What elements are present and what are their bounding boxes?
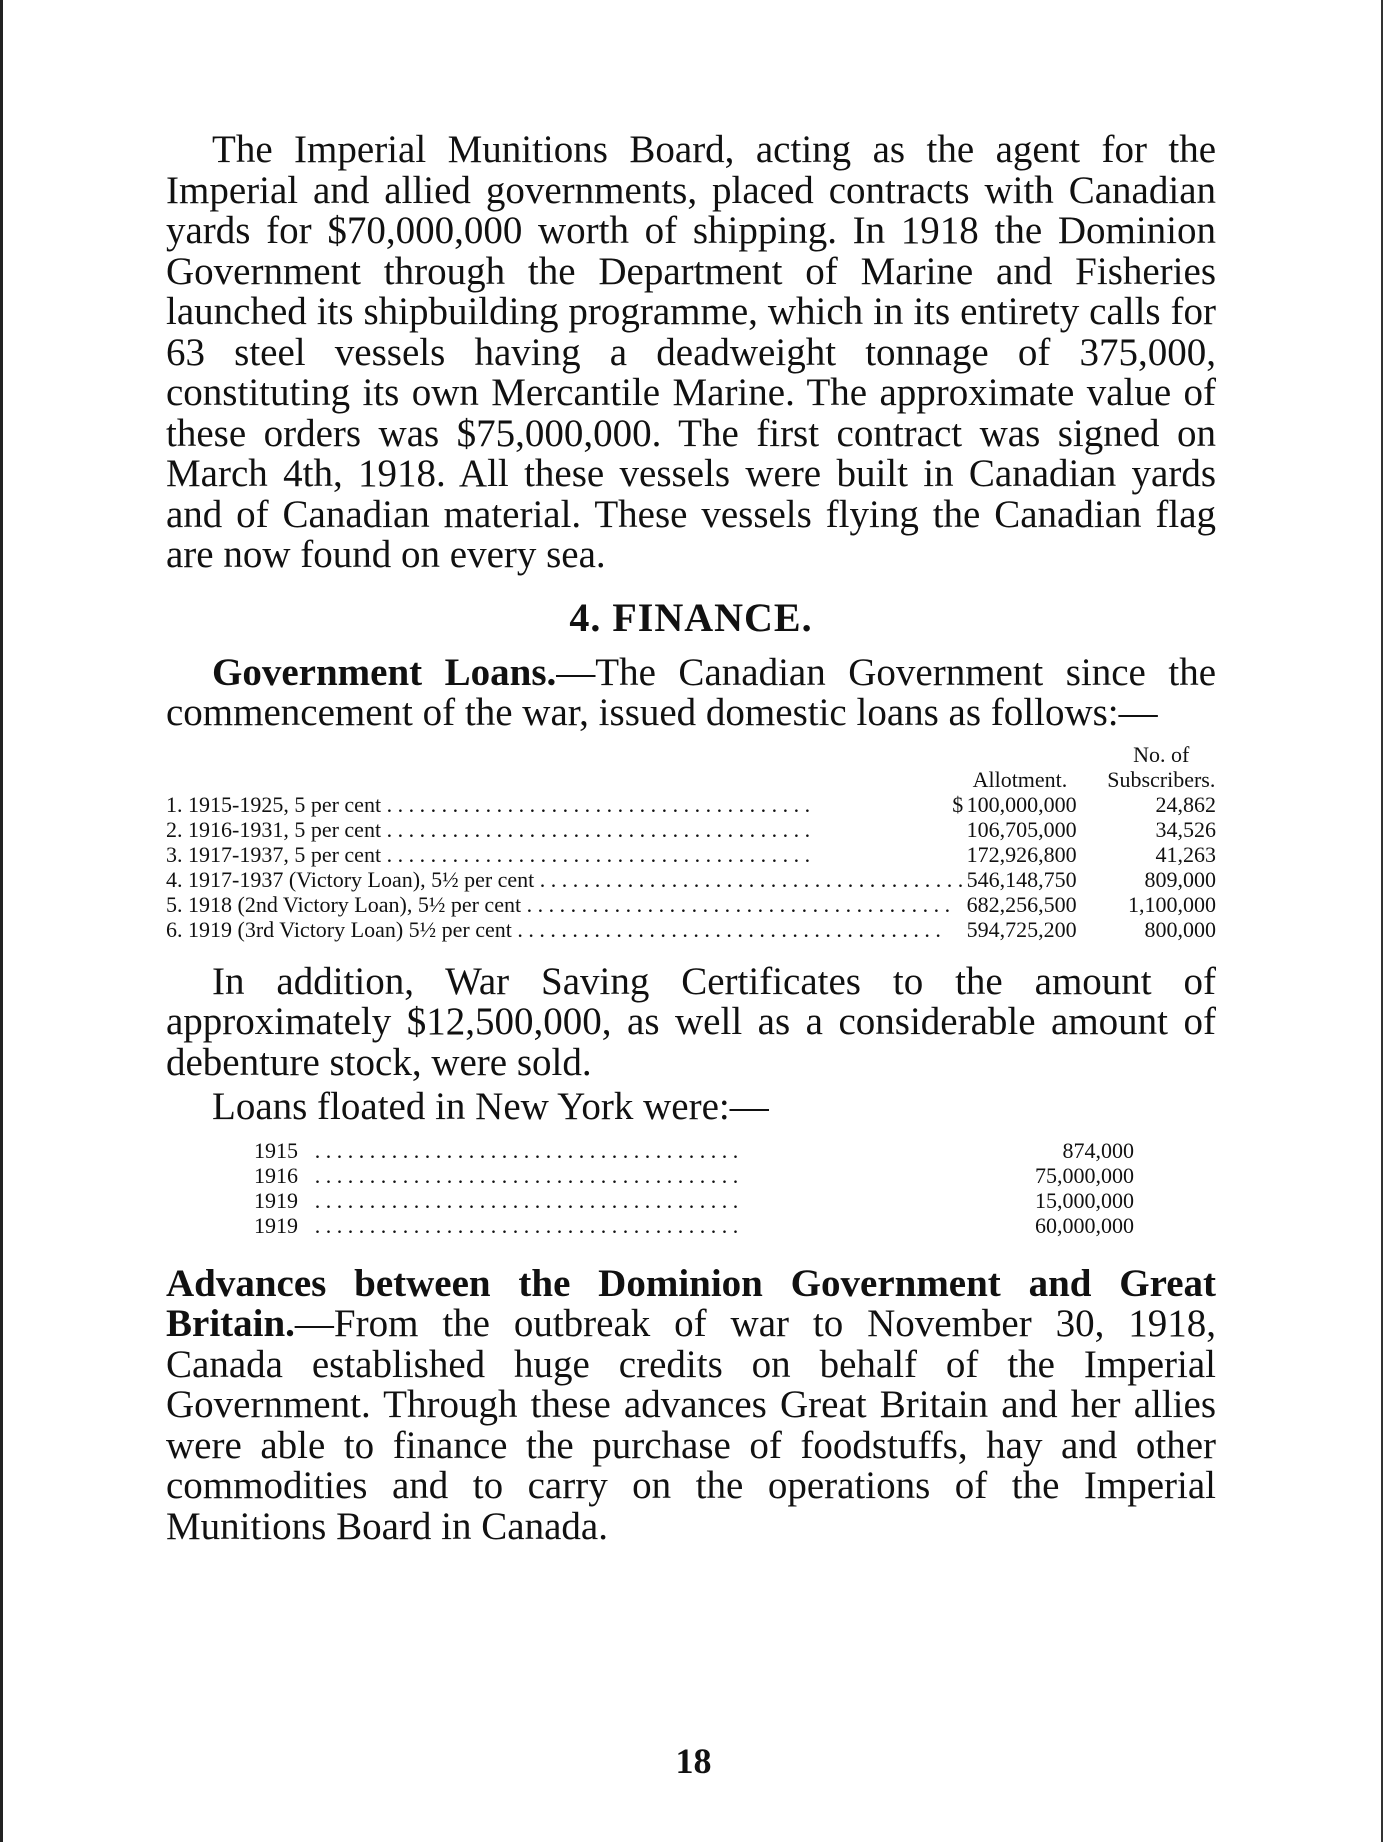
leader-dots — [381, 817, 810, 842]
currency-mark: $ — [952, 791, 964, 817]
paragraph-advances — [166, 1261, 1216, 1548]
loan-allotment: 172,926,800 — [966, 841, 1077, 867]
loan-subscribers: 24,862 — [1155, 791, 1216, 817]
loan-allotment: 100,000,000 — [966, 791, 1077, 817]
domestic-loans-table — [166, 742, 1216, 942]
paragraph-government-loans — [166, 650, 1217, 734]
paragraph-war-saving: In addition, War Saving Certificates to the amount of approximately $12,500,000, as well as a considerable amount of debenture stock, were sold. — [166, 959, 1216, 1084]
loan-amount: 60,000,000 — [1035, 1212, 1134, 1238]
advances-text: —From the outbreak of war to November 30, 1918, Canada established huge credits on behalf of the Imperial Government. Through these advances Great Britain and her allies were able to finance the purchase of foodstuffs, hay and other commodities and to carry on the operations of the Imperial Munitions Board in Canada. — [166, 1302, 1216, 1548]
loan-year: 1919 — [254, 1212, 298, 1238]
loan-description: 2. 1916-1931, 5 per cent — [166, 816, 382, 842]
loans-table-row — [166, 892, 1216, 917]
loan-year: 1919 — [254, 1187, 298, 1213]
loans-table-header-top — [166, 742, 1216, 767]
new-york-loans-intro: Loans floated in New York were:— — [212, 1085, 769, 1128]
paragraph-shipping: The Imperial Munitions Board, acting as the agent for the Imperial and allied governments, placed contracts with Canadian yards for $70,000,000 worth of shipping. In 1918 the Dominion Government through the Department of Marine and Fisheries launched its shipbuilding programme, which in its entirety calls for 63 steel vessels having a deadweight tonnage of 375,000, constituting its own Mercantile Marine. The approximate value of these orders was $75,000,000. The first contract was signed on March 4th, 1918. All these vessels were built in Canadian yards and of Canadian material. These vessels flying the Canadian flag are now found on every sea. — [166, 128, 1216, 576]
loans-table-row — [166, 817, 1216, 842]
new-york-loan-row — [254, 1188, 1134, 1213]
loan-description: 3. 1917-1937, 5 per cent — [166, 841, 382, 867]
loan-year: 1916 — [254, 1162, 298, 1188]
page-number: 18 — [675, 1741, 712, 1781]
header-subscribers-line1: No. of — [1133, 741, 1190, 767]
loan-subscribers: 809,000 — [1144, 866, 1216, 892]
loans-table-row — [166, 867, 1216, 892]
loans-table-row — [166, 917, 1216, 942]
loan-description: 5. 1918 (2nd Victory Loan), 5½ per cent — [166, 891, 522, 917]
loan-allotment: 106,705,000 — [966, 816, 1077, 842]
leader-dots — [315, 1163, 983, 1188]
leader-dots — [381, 792, 810, 817]
leader-dots — [521, 892, 950, 917]
loan-description: 4. 1917-1937 (Victory Loan), 5½ per cent — [166, 866, 535, 892]
new-york-loan-row — [254, 1163, 1134, 1188]
new-york-loans-body — [254, 1138, 1134, 1238]
loan-allotment: 682,256,500 — [966, 891, 1077, 917]
loan-subscribers: 41,263 — [1155, 841, 1216, 867]
header-subscribers-line2: Subscribers. — [1107, 766, 1216, 792]
loan-allotment: 546,148,750 — [966, 866, 1077, 892]
leader-dots — [315, 1188, 983, 1213]
page-edge-left — [0, 0, 3, 1842]
loan-subscribers: 800,000 — [1144, 916, 1216, 942]
loans-table-row — [166, 792, 1216, 817]
leader-dots — [315, 1213, 983, 1238]
loans-table-header — [166, 767, 1216, 792]
loan-allotment: 594,725,200 — [966, 916, 1077, 942]
loan-amount: 15,000,000 — [1035, 1187, 1134, 1213]
loans-table-body — [166, 792, 1216, 942]
loan-amount: 75,000,000 — [1035, 1162, 1134, 1188]
government-loans-text: —The Canadian Government since the commencement of the war, issued domestic loans as follows:— — [166, 650, 1217, 734]
loan-description: 1. 1915-1925, 5 per cent — [166, 791, 382, 817]
loan-year: 1915 — [254, 1137, 298, 1163]
new-york-loan-row — [254, 1213, 1134, 1238]
runin-advances: Advances between the Dominion Government and Great Britain. — [166, 1261, 1216, 1345]
leader-dots — [381, 842, 810, 867]
new-york-loans-table — [254, 1138, 1134, 1238]
runin-government-loans: Government Loans. — [212, 650, 557, 694]
section-heading-finance: 4. FINANCE. — [569, 594, 813, 640]
leader-dots — [534, 867, 963, 892]
new-york-loan-row — [254, 1138, 1134, 1163]
loans-table-row — [166, 842, 1216, 867]
loan-subscribers: 1,100,000 — [1128, 891, 1216, 917]
loan-amount: 874,000 — [1062, 1137, 1134, 1163]
leader-dots — [512, 917, 941, 942]
header-allotment: Allotment. — [972, 766, 1068, 792]
leader-dots — [315, 1138, 983, 1163]
loan-description: 6. 1919 (3rd Victory Loan) 5½ per cent — [166, 916, 512, 942]
loan-subscribers: 34,526 — [1155, 816, 1216, 842]
page-edge-right — [1381, 0, 1383, 1842]
page-content — [166, 130, 1216, 1547]
